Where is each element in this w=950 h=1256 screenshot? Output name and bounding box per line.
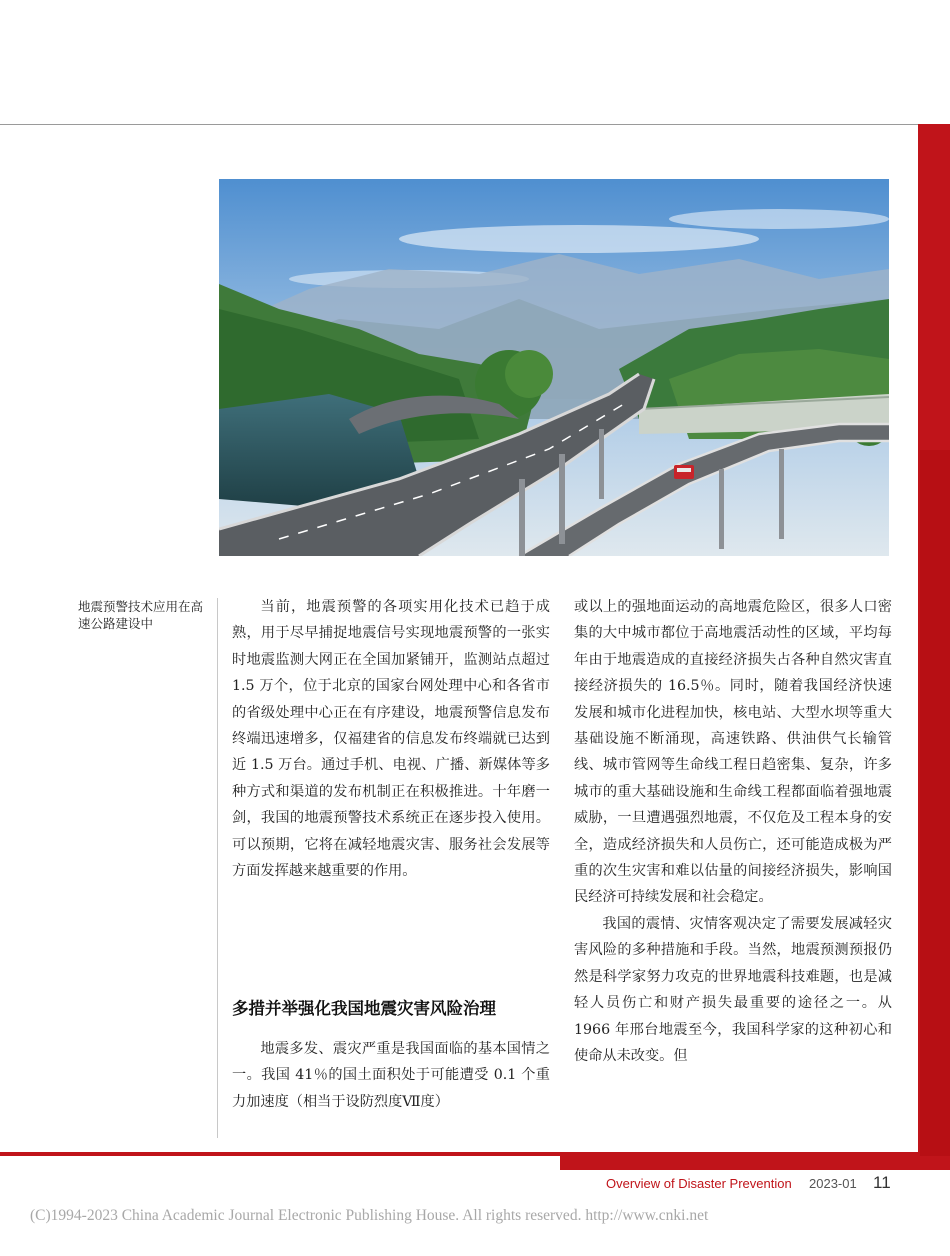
column-divider [217, 598, 218, 1138]
article-column-left [232, 594, 550, 884]
header-rule [0, 124, 950, 125]
highway-photo [219, 179, 889, 556]
paragraph: 当前，地震预警的各项实用化技术已趋于成熟，用于尽早捕捉地震信号实现地震预警的一张实时地震监测大网正在全国加紧铺开，监测站点超过 1.5 万个，位于北京的国家台网处理中心和各省市的省级处理中心正在有序建设，地震预警信息发布终端迅速增多，仅福建省的信息发布终端就已达到近 1.5 万台。通过手机、电视、广播、新媒体等多种方式和渠道的发布机制正在积极推进。十年磨一剑，我国的地震预警技术系统正在逐步投入使用。可以预期，它将在减轻地震灾害、服务社会发展等方面发挥越来越重要的作用。 [232, 599, 550, 880]
copyright-notice: (C)1994-2023 China Academic Journal Electronic Publishing House. All rights reserved. http://www.cnki.net [30, 1207, 709, 1224]
journal-name: Overview of Disaster Prevention [606, 1176, 792, 1191]
paragraph-continuation: 或以上的强地面运动的高地震危险区，很多人口密集的大中城市都位于高地震活动性的区域，平均每年由于地震造成的直接经济损失占各种自然灾害直接经济损失的 16.5％。同时，随着我国经济快速发展和城市化进程加快，核电站、大型水坝等重大基础设施不断涌现，高速铁路、供油供气长输管线、城市管网等生命线工程日趋密集、复杂，许多城市的重大基础设施和生命线工程都面临着强地震威胁，一旦遭遇强烈地震，不仅危及工程本身的安全，造成经济损失和人员伤亡，还可能造成极为严重的次生灾害和难以估量的间接经济损失，影响国民经济可持续发展和社会稳定。 [574, 599, 892, 906]
page-number: 11 [873, 1173, 891, 1192]
article-column-left-lower [232, 1036, 550, 1115]
side-accent-bar-lower [920, 450, 950, 1170]
paragraph: 我国的震情、灾情客观决定了需要发展减轻灾害风险的多种措施和手段。当然，地震预测预报仍然是科学家努力攻克的世界地震科技难题，也是减轻人员伤亡和财产损失最重要的途径之一。从 1966 年邢台地震至今，我国科学家的这种初心和使命从未改变。但 [574, 915, 892, 1064]
article-column-right [574, 594, 892, 1069]
figure-caption: 地震预警技术应用在高速公路建设中 [78, 599, 204, 631]
section-heading: 多措并举强化我国地震灾害风险治理 [232, 999, 496, 1018]
paragraph: 地震多发、震灾严重是我国面临的基本国情之一。我国 41％的国土面积处于可能遭受 0.1 个重力加速度（相当于设防烈度Ⅶ度） [232, 1041, 550, 1110]
footer-accent-block [560, 1156, 950, 1170]
issue-number: 2023-01 [809, 1176, 857, 1191]
